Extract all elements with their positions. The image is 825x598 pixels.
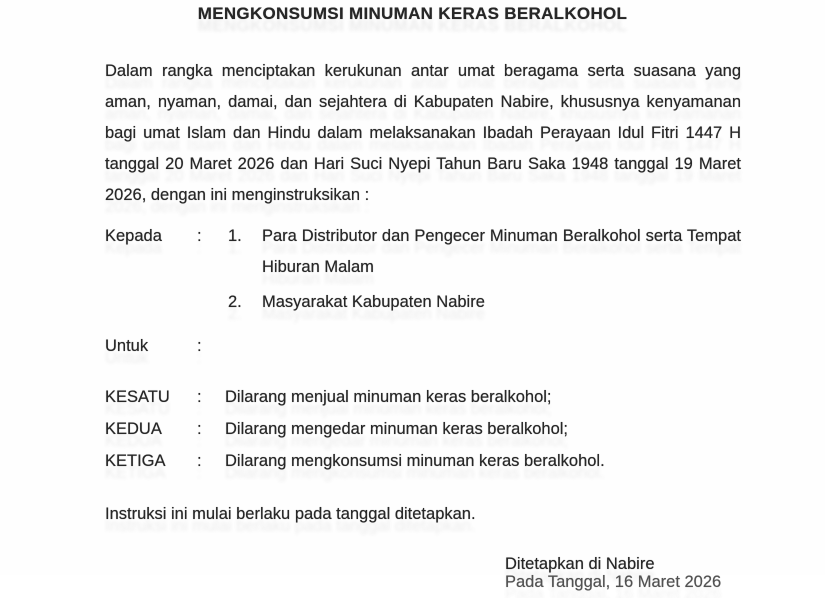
directive-kesatu-colon: : [197,388,202,406]
preamble-line-1: Dalam rangka menciptakan kerukunan antar umat beragama serta suasana yang [105,62,741,80]
directive-kedua-label: KEDUA [105,420,162,438]
kepada-label: Kepada [105,227,162,245]
preamble-line-2: aman, nyaman, damai, dan sejahtera di Kabupaten Nabire, khususnya kenyamanan [105,93,741,111]
untuk-label: Untuk [105,337,149,355]
kepada-colon: : [197,227,202,245]
signature-date-line-clipped: Pada Tanggal, 16 Maret 2026 [505,573,722,591]
effective-date-line: Instruksi ini mulai berlaku pada tanggal ditetapkan. [105,505,476,523]
kepada-item-2-text: Masyarakat Kabupaten Nabire [262,293,485,311]
kepada-item-1-line-1: Para Distributor dan Pengecer Minuman Beralkohol serta Tempat [262,227,741,245]
preamble-line-3: bagi umat Islam dan Hindu dalam melaksanakan Ibadah Perayaan Idul Fitri 1447 H [105,124,741,142]
kepada-item-1-text [262,221,741,283]
kepada-item-2-number: 2. [228,293,242,311]
directive-ketiga-text: Dilarang mengkonsumsi minuman keras beralkohol. [225,452,605,470]
kepada-item-1-number: 1. [228,227,242,245]
kepada-item-1-line-2: Hiburan Malam [262,258,374,276]
directive-kedua-text: Dilarang mengedar minuman keras beralkohol; [225,420,569,438]
directive-kesatu-text: Dilarang menjual minuman keras beralkohol; [225,388,552,406]
directive-ketiga-colon: : [197,452,202,470]
directive-kesatu-label: KESATU [105,388,170,406]
directive-kedua-colon: : [197,420,202,438]
preamble-line-4: tanggal 20 Maret 2026 dan Hari Suci Nyepi Tahun Baru Saka 1948 tanggal 19 Maret [105,155,741,173]
document-title: MENGKONSUMSI MINUMAN KERAS BERALKOHOL [197,4,628,23]
signature-place-line: Ditetapkan di Nabire [505,555,655,573]
preamble-line-5: 2026, dengan ini menginstruksikan : [105,186,370,204]
untuk-colon: : [197,337,202,355]
directive-ketiga-label: KETIGA [105,452,166,470]
preamble-paragraph [105,56,741,211]
